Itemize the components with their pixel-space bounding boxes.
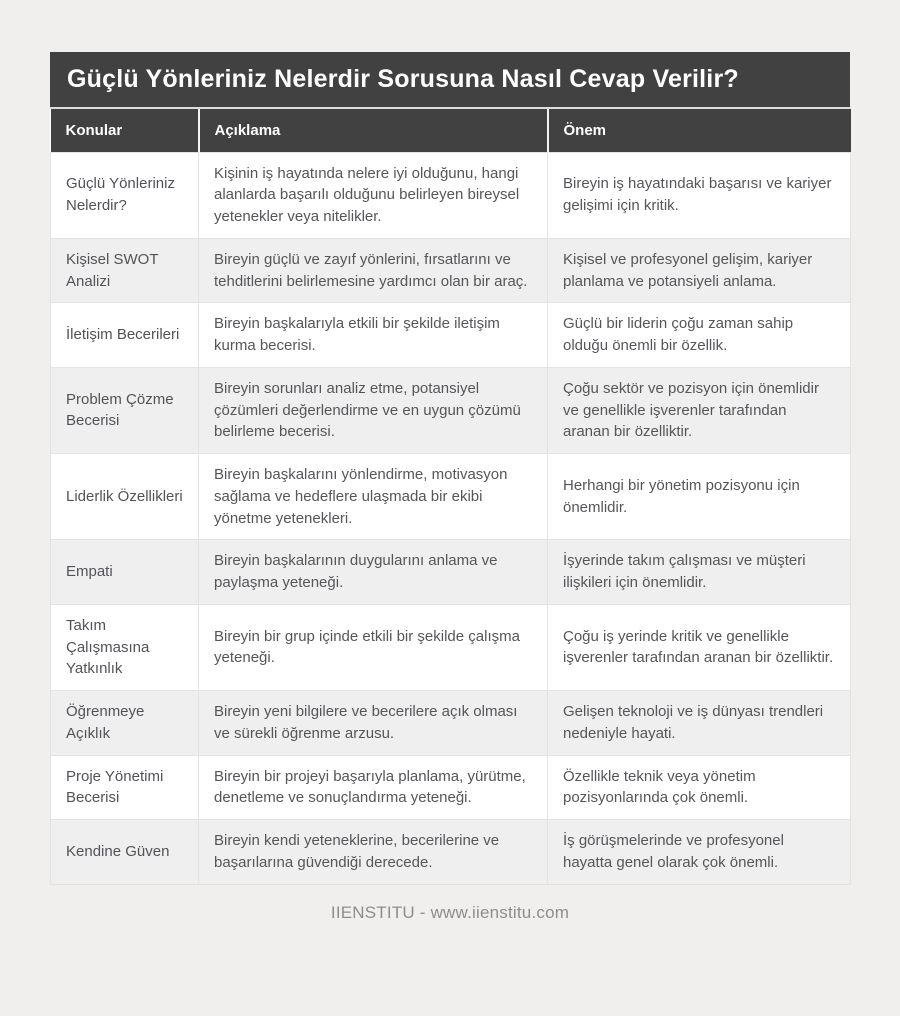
table-title-bar <box>50 52 850 109</box>
topic-cell: Güçlü Yönleriniz Nelerdir? <box>51 152 199 238</box>
importance-cell: İş görüşmelerinde ve profesyonel hayatta genel olarak çok önemli. <box>548 820 851 885</box>
table-row <box>51 604 851 690</box>
topic-cell: Öğrenmeye Açıklık <box>51 691 199 756</box>
strengths-table <box>50 109 851 885</box>
table-row <box>51 238 851 303</box>
description-cell: Bireyin bir projeyi başarıyla planlama, yürütme, denetleme ve sonuçlandırma yeteneği. <box>199 755 548 820</box>
description-cell: Kişinin iş hayatında nelere iyi olduğunu, hangi alanlarda başarılı olduğunu belirleyen bireysel yetenekler veya nitelikler. <box>199 152 548 238</box>
importance-cell: Gelişen teknoloji ve iş dünyası trendleri nedeniyle hayati. <box>548 691 851 756</box>
importance-cell: Çoğu sektör ve pozisyon için önemlidir ve genellikle işverenler tarafından aranan bir özelliktir. <box>548 367 851 453</box>
topic-cell: İletişim Becerileri <box>51 303 199 368</box>
table-row <box>51 367 851 453</box>
description-cell: Bireyin başkalarının duygularını anlama ve paylaşma yeteneği. <box>199 540 548 605</box>
topic-cell: Takım Çalışmasına Yatkınlık <box>51 604 199 690</box>
footer-credit: IIENSTITU - www.iienstitu.com <box>330 902 570 922</box>
column-header-konular: Konular <box>51 109 199 152</box>
column-header-onem: Önem <box>548 109 851 152</box>
table-row <box>51 540 851 605</box>
importance-cell: Bireyin iş hayatındaki başarısı ve kariyer gelişimi için kritik. <box>548 152 851 238</box>
importance-cell: İşyerinde takım çalışması ve müşteri ilişkileri için önemlidir. <box>548 540 851 605</box>
page-title: Güçlü Yönleriniz Nelerdir Sorusuna Nasıl Cevap Verilir? <box>67 65 739 93</box>
table-row <box>51 152 851 238</box>
importance-cell: Çoğu iş yerinde kritik ve genellikle işverenler tarafından aranan bir özelliktir. <box>548 604 851 690</box>
topic-cell: Kendine Güven <box>51 820 199 885</box>
description-cell: Bireyin başkalarıyla etkili bir şekilde iletişim kurma becerisi. <box>199 303 548 368</box>
importance-cell: Özellikle teknik veya yönetim pozisyonlarında çok önemli. <box>548 755 851 820</box>
table-row <box>51 820 851 885</box>
topic-cell: Liderlik Özellikleri <box>51 454 199 540</box>
importance-cell: Kişisel ve profesyonel gelişim, kariyer planlama ve potansiyeli anlama. <box>548 238 851 303</box>
table-row <box>51 454 851 540</box>
description-cell: Bireyin yeni bilgilere ve becerilere açık olması ve sürekli öğrenme arzusu. <box>199 691 548 756</box>
description-cell: Bireyin güçlü ve zayıf yönlerini, fırsatlarını ve tehditlerini belirlemesine yardımcı olan bir araç. <box>199 238 548 303</box>
table-header-row <box>51 109 851 152</box>
table-row <box>51 691 851 756</box>
topic-cell: Problem Çözme Becerisi <box>51 367 199 453</box>
topic-cell: Kişisel SWOT Analizi <box>51 238 199 303</box>
importance-cell: Güçlü bir liderin çoğu zaman sahip olduğu önemli bir özellik. <box>548 303 851 368</box>
topic-cell: Proje Yönetimi Becerisi <box>51 755 199 820</box>
table-row <box>51 755 851 820</box>
strengths-table-card <box>50 52 850 885</box>
description-cell: Bireyin sorunları analiz etme, potansiyel çözümleri değerlendirme ve en uygun çözümü belirleme becerisi. <box>199 367 548 453</box>
importance-cell: Herhangi bir yönetim pozisyonu için önemlidir. <box>548 454 851 540</box>
description-cell: Bireyin bir grup içinde etkili bir şekilde çalışma yeteneği. <box>199 604 548 690</box>
table-row <box>51 303 851 368</box>
topic-cell: Empati <box>51 540 199 605</box>
description-cell: Bireyin kendi yeteneklerine, becerilerine ve başarılarına güvendiği derecede. <box>199 820 548 885</box>
description-cell: Bireyin başkalarını yönlendirme, motivasyon sağlama ve hedeflere ulaşmada bir ekibi yönetme yetenekleri. <box>199 454 548 540</box>
column-header-aciklama: Açıklama <box>199 109 548 152</box>
